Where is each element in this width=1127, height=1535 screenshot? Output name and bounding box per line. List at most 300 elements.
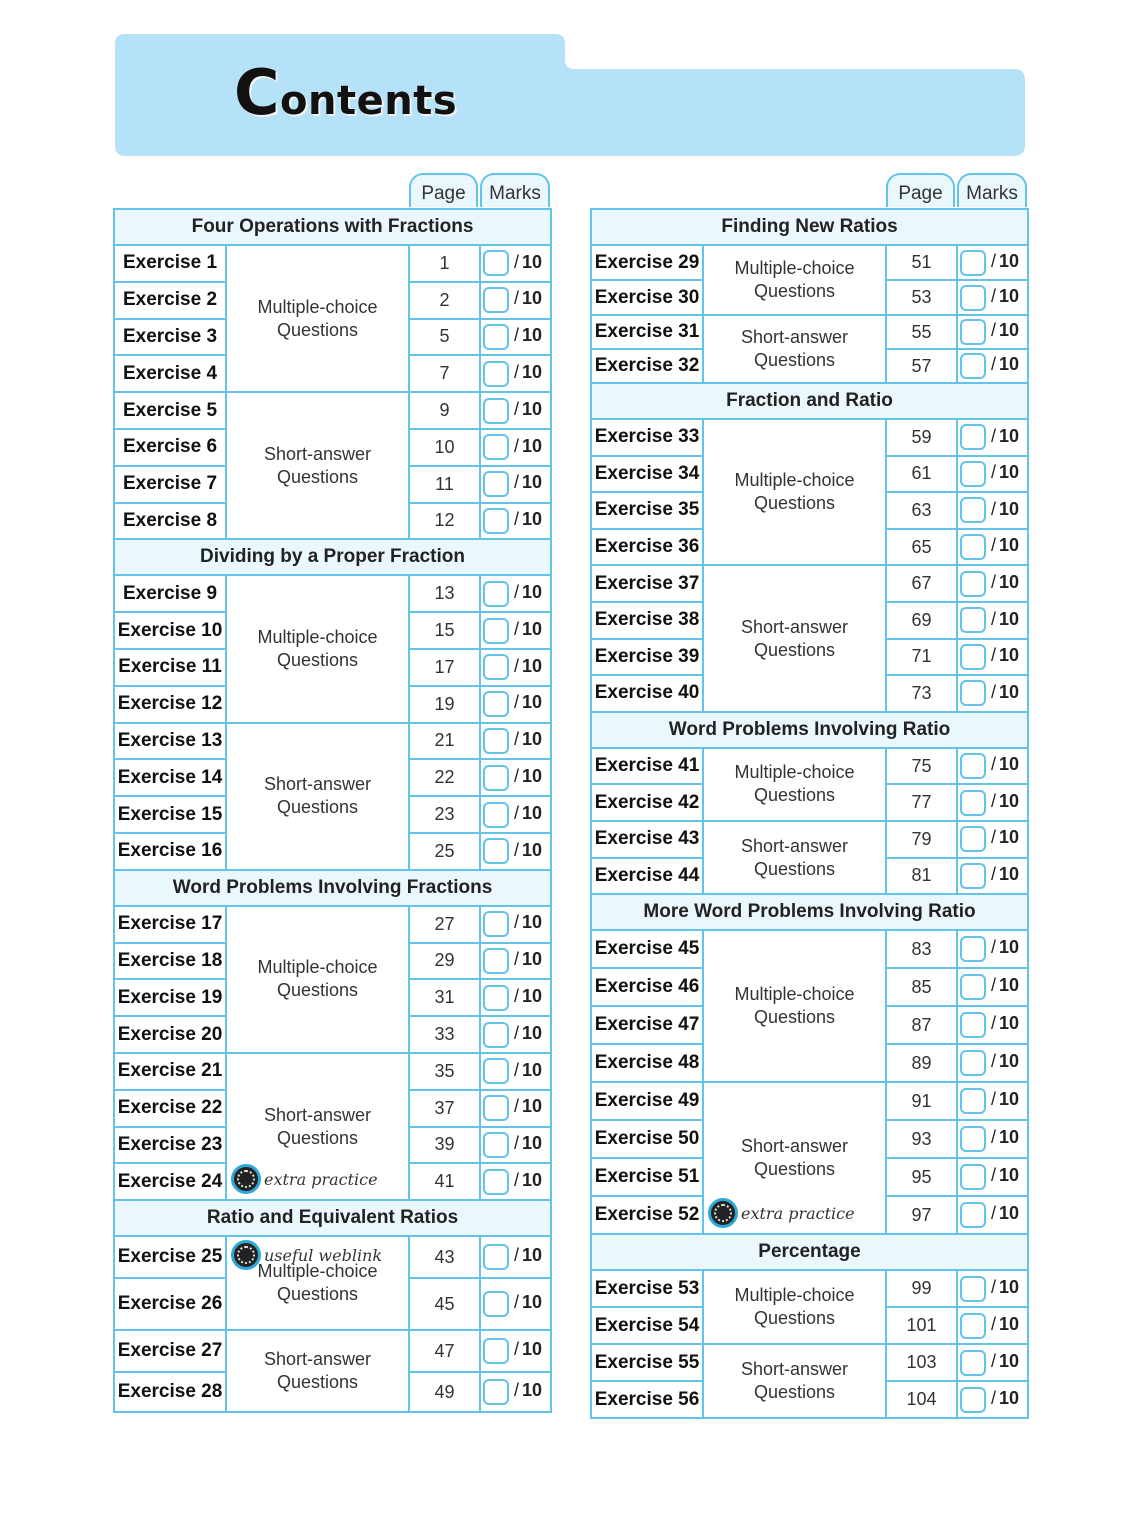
page-number: 21: [409, 723, 480, 760]
exercise-label[interactable]: Exercise 27: [114, 1330, 226, 1372]
marks-cell: [480, 943, 551, 980]
page-number: 41: [409, 1163, 480, 1200]
exercise-label[interactable]: Exercise 47: [591, 1006, 703, 1044]
page-number: 49: [409, 1372, 480, 1412]
section-title: Word Problems Involving Ratio: [591, 712, 1028, 748]
marks-input-box[interactable]: [483, 1132, 509, 1158]
exercise-label[interactable]: Exercise 28: [114, 1372, 226, 1412]
title-rest: ontents: [280, 78, 458, 124]
marks-cell: [957, 858, 1028, 895]
exercise-label[interactable]: Exercise 7: [114, 466, 226, 503]
marks-slash: /: [991, 645, 997, 666]
marks-total: 10: [999, 462, 1020, 483]
marks-slash: /: [514, 1245, 520, 1266]
marks-total: 10: [522, 839, 543, 860]
marks-cell: [957, 1270, 1028, 1307]
marks-cell: [480, 979, 551, 1016]
marks-cell: [957, 1307, 1028, 1344]
note-label: extra practice: [264, 1169, 378, 1189]
marks-cell: [480, 355, 551, 392]
marks-total: 10: [999, 571, 1020, 592]
marks-input-box[interactable]: [483, 1379, 509, 1405]
exercise-label[interactable]: Exercise 4: [114, 355, 226, 392]
page-title: [234, 56, 458, 129]
marks-input-box[interactable]: [483, 654, 509, 680]
page-number: 35: [409, 1053, 480, 1090]
exercise-label[interactable]: Exercise 24: [114, 1163, 226, 1200]
marks-cell: [480, 503, 551, 540]
marks-input-box[interactable]: [483, 471, 509, 497]
marks-cell: [480, 906, 551, 943]
exercise-row: [591, 1082, 1028, 1120]
marks-input-box[interactable]: [483, 398, 509, 424]
marks-slash: /: [991, 864, 997, 885]
marks-input-box[interactable]: [483, 1291, 509, 1317]
exercise-label[interactable]: Exercise 16: [114, 833, 226, 870]
exercise-label[interactable]: Exercise 45: [591, 930, 703, 968]
marks-cell: [480, 1127, 551, 1164]
marks-cell: [480, 1372, 551, 1412]
exercise-row: [114, 1053, 551, 1090]
question-type: [703, 1270, 886, 1344]
exercise-label[interactable]: Exercise 37: [591, 565, 703, 602]
marks-cell: [957, 419, 1028, 456]
marks-slash: /: [991, 1165, 997, 1186]
marks-cell: [480, 1016, 551, 1053]
question-type: [703, 565, 886, 711]
marks-input-box[interactable]: [960, 1387, 986, 1413]
marks-slash: /: [991, 1051, 997, 1072]
marks-input-box[interactable]: [960, 1012, 986, 1038]
exercise-label[interactable]: Exercise 12: [114, 686, 226, 723]
question-type: [226, 723, 409, 870]
marks-input-box[interactable]: [960, 863, 986, 889]
page-number: 19: [409, 686, 480, 723]
marks-input-box[interactable]: [483, 1169, 509, 1195]
marks-total: 10: [999, 354, 1020, 375]
qr-code-icon[interactable]: [231, 1240, 261, 1270]
exercise-row: [591, 245, 1028, 280]
marks-input-box[interactable]: [483, 911, 509, 937]
marks-slash: /: [514, 435, 520, 456]
exercise-label[interactable]: Exercise 22: [114, 1090, 226, 1127]
page-number: 5: [409, 319, 480, 356]
exercise-row: [591, 748, 1028, 785]
marks-cell: [480, 612, 551, 649]
banner-shape: [0, 0, 1127, 170]
marks-input-box[interactable]: [960, 353, 986, 379]
section-header-row: [114, 870, 551, 906]
page-number: 71: [886, 639, 957, 676]
exercise-label[interactable]: Exercise 5: [114, 392, 226, 429]
marks-slash: /: [991, 681, 997, 702]
exercise-label[interactable]: Exercise 46: [591, 968, 703, 1006]
marks-total: 10: [522, 1380, 543, 1401]
exercise-label[interactable]: Exercise 13: [114, 723, 226, 760]
marks-slash: /: [514, 1133, 520, 1154]
marks-input-box[interactable]: [483, 765, 509, 791]
page-number: 47: [409, 1330, 480, 1372]
marks-input-box[interactable]: [483, 838, 509, 864]
page-number: 87: [886, 1006, 957, 1044]
marks-input-box[interactable]: [960, 753, 986, 779]
marks-cell: [480, 1163, 551, 1200]
marks-cell: [480, 1278, 551, 1330]
marks-total: 10: [522, 398, 543, 419]
marks-input-box[interactable]: [483, 985, 509, 1011]
marks-total: 10: [999, 790, 1020, 811]
exercise-label[interactable]: Exercise 35: [591, 492, 703, 529]
marks-header-tab: Marks: [480, 173, 550, 207]
marks-total: 10: [999, 250, 1020, 271]
marks-slash: /: [991, 498, 997, 519]
marks-slash: /: [514, 949, 520, 970]
exercise-label[interactable]: Exercise 11: [114, 649, 226, 686]
page-number: 33: [409, 1016, 480, 1053]
marks-input-box[interactable]: [960, 571, 986, 597]
exercise-label[interactable]: Exercise 6: [114, 429, 226, 466]
marks-input-box[interactable]: [960, 250, 986, 276]
page-number: 89: [886, 1044, 957, 1082]
marks-input-box[interactable]: [960, 1276, 986, 1302]
marks-input-box[interactable]: [483, 287, 509, 313]
marks-input-box[interactable]: [483, 1058, 509, 1084]
page-number: 81: [886, 858, 957, 895]
marks-cell: [957, 748, 1028, 785]
marks-slash: /: [991, 425, 997, 446]
exercise-label[interactable]: Exercise 44: [591, 858, 703, 895]
marks-slash: /: [514, 912, 520, 933]
page-number: 1: [409, 245, 480, 282]
marks-input-box[interactable]: [960, 285, 986, 311]
marks-total: 10: [522, 288, 543, 309]
marks-slash: /: [514, 1022, 520, 1043]
marks-total: 10: [522, 325, 543, 346]
page-number: 29: [409, 943, 480, 980]
section-header-row: [591, 383, 1028, 419]
marks-input-box[interactable]: [483, 324, 509, 350]
marks-total: 10: [999, 754, 1020, 775]
marks-slash: /: [991, 754, 997, 775]
marks-slash: /: [514, 509, 520, 530]
marks-cell: [480, 796, 551, 833]
section-title: Percentage: [591, 1234, 1028, 1270]
question-type-label: Multiple-choice Questions: [734, 258, 855, 301]
exercise-label[interactable]: Exercise 8: [114, 503, 226, 540]
exercise-row: [591, 1344, 1028, 1381]
exercise-label[interactable]: Exercise 39: [591, 639, 703, 676]
exercise-row: [114, 245, 551, 282]
marks-cell: [957, 315, 1028, 349]
marks-input-box[interactable]: [960, 826, 986, 852]
marks-input-box[interactable]: [960, 1350, 986, 1376]
page-number: 104: [886, 1381, 957, 1418]
section-header-row: [591, 712, 1028, 748]
marks-slash: /: [514, 655, 520, 676]
page-number: 57: [886, 349, 957, 383]
exercise-row: [114, 723, 551, 760]
exercise-label[interactable]: Exercise 33: [591, 419, 703, 456]
page-number: 45: [409, 1278, 480, 1330]
question-type-label: Short-answer Questions: [740, 616, 849, 660]
marks-cell: [957, 1196, 1028, 1234]
marks-cell: [480, 429, 551, 466]
page-number: 22: [409, 759, 480, 796]
page-number: 73: [886, 675, 957, 712]
page-number: 77: [886, 784, 957, 821]
exercise-label[interactable]: Exercise 30: [591, 280, 703, 315]
marks-total: 10: [999, 608, 1020, 629]
marks-total: 10: [999, 681, 1020, 702]
exercise-label[interactable]: Exercise 40: [591, 675, 703, 712]
marks-cell: [957, 821, 1028, 858]
exercise-label[interactable]: Exercise 36: [591, 529, 703, 566]
marks-total: 10: [522, 1169, 543, 1190]
marks-total: 10: [999, 1013, 1020, 1034]
marks-input-box[interactable]: [960, 497, 986, 523]
marks-input-box[interactable]: [483, 618, 509, 644]
exercise-label[interactable]: Exercise 49: [591, 1082, 703, 1120]
section-title: Four Operations with Fractions: [114, 209, 551, 245]
exercise-label[interactable]: Exercise 17: [114, 906, 226, 943]
exercise-label[interactable]: Exercise 34: [591, 456, 703, 493]
marks-total: 10: [999, 1089, 1020, 1110]
marks-cell: [957, 245, 1028, 280]
page-number: 37: [409, 1090, 480, 1127]
exercise-label[interactable]: Exercise 51: [591, 1158, 703, 1196]
marks-cell: [480, 723, 551, 760]
question-type-label: Multiple-choice Questions: [257, 626, 378, 670]
marks-input-box[interactable]: [960, 461, 986, 487]
exercise-row: [591, 565, 1028, 602]
marks-input-box[interactable]: [483, 948, 509, 974]
marks-input-box[interactable]: [483, 1244, 509, 1270]
question-type: [703, 315, 886, 383]
marks-cell: [957, 1344, 1028, 1381]
marks-cell: [480, 1090, 551, 1127]
marks-total: 10: [999, 1165, 1020, 1186]
marks-input-box[interactable]: [483, 250, 509, 276]
exercise-label[interactable]: Exercise 21: [114, 1053, 226, 1090]
exercise-label[interactable]: Exercise 1: [114, 245, 226, 282]
exercise-label[interactable]: Exercise 42: [591, 784, 703, 821]
page-number: 75: [886, 748, 957, 785]
marks-slash: /: [514, 288, 520, 309]
marks-input-box[interactable]: [483, 1338, 509, 1364]
page-number: 25: [409, 833, 480, 870]
marks-input-box[interactable]: [960, 1164, 986, 1190]
marks-total: 10: [522, 1059, 543, 1080]
marks-slash: /: [514, 472, 520, 493]
extra-practice-note[interactable]: [231, 1161, 378, 1197]
marks-input-box[interactable]: [960, 1050, 986, 1076]
marks-input-box[interactable]: [960, 534, 986, 560]
exercise-label[interactable]: Exercise 3: [114, 319, 226, 356]
marks-slash: /: [991, 1203, 997, 1224]
marks-slash: /: [514, 692, 520, 713]
marks-total: 10: [522, 655, 543, 676]
exercise-label[interactable]: Exercise 31: [591, 315, 703, 349]
exercise-row: [591, 315, 1028, 349]
marks-total: 10: [999, 1387, 1020, 1408]
page-number: 65: [886, 529, 957, 566]
marks-total: 10: [522, 729, 543, 750]
marks-slash: /: [991, 975, 997, 996]
page-number: 7: [409, 355, 480, 392]
exercise-label[interactable]: Exercise 50: [591, 1120, 703, 1158]
marks-total: 10: [522, 802, 543, 823]
marks-total: 10: [522, 912, 543, 933]
title-initial: C: [234, 56, 281, 129]
marks-input-box[interactable]: [960, 790, 986, 816]
page-number: 95: [886, 1158, 957, 1196]
exercise-label[interactable]: Exercise 41: [591, 748, 703, 785]
section-title: Dividing by a Proper Fraction: [114, 539, 551, 575]
marks-input-box[interactable]: [483, 581, 509, 607]
question-type-label: Short-answer Questions: [740, 835, 849, 879]
exercise-label[interactable]: Exercise 26: [114, 1278, 226, 1330]
section-header-row: [114, 539, 551, 575]
exercise-label[interactable]: Exercise 19: [114, 979, 226, 1016]
page-number: 99: [886, 1270, 957, 1307]
question-type-label: Multiple-choice Questions: [734, 984, 855, 1028]
marks-slash: /: [514, 582, 520, 602]
exercise-row: [114, 575, 551, 612]
marks-cell: [957, 456, 1028, 493]
question-type-label: Multiple-choice Questions: [257, 296, 378, 340]
note-label: useful weblink: [264, 1245, 383, 1265]
question-type: [226, 1053, 409, 1200]
marks-slash: /: [991, 285, 997, 306]
page-number: 85: [886, 968, 957, 1006]
marks-slash: /: [514, 1292, 520, 1313]
exercise-label[interactable]: Exercise 9: [114, 575, 226, 612]
section-header-row: [591, 894, 1028, 930]
marks-slash: /: [991, 354, 997, 375]
exercise-label[interactable]: Exercise 20: [114, 1016, 226, 1053]
page-number: 83: [886, 930, 957, 968]
page-number: 17: [409, 649, 480, 686]
qr-code-icon[interactable]: [231, 1164, 261, 1194]
exercise-label[interactable]: Exercise 23: [114, 1127, 226, 1164]
exercise-row: [114, 392, 551, 429]
marks-slash: /: [514, 618, 520, 639]
marks-cell: [957, 280, 1028, 315]
marks-cell: [957, 565, 1028, 602]
exercise-label[interactable]: Exercise 54: [591, 1307, 703, 1344]
marks-slash: /: [991, 1013, 997, 1034]
marks-cell: [480, 392, 551, 429]
exercise-label[interactable]: Exercise 2: [114, 282, 226, 319]
extra-practice-note[interactable]: [708, 1195, 855, 1231]
marks-input-box[interactable]: [483, 361, 509, 387]
marks-cell: [957, 675, 1028, 712]
exercise-label[interactable]: Exercise 53: [591, 1270, 703, 1307]
exercise-label[interactable]: Exercise 43: [591, 821, 703, 858]
exercise-label[interactable]: Exercise 55: [591, 1344, 703, 1381]
question-type: [703, 1082, 886, 1234]
marks-input-box[interactable]: [483, 802, 509, 828]
marks-input-box[interactable]: [960, 1088, 986, 1114]
exercise-label[interactable]: Exercise 10: [114, 612, 226, 649]
marks-slash: /: [991, 1276, 997, 1297]
marks-slash: /: [991, 1127, 997, 1148]
marks-input-box[interactable]: [960, 974, 986, 1000]
marks-input-box[interactable]: [960, 1313, 986, 1339]
marks-total: 10: [522, 1133, 543, 1154]
exercise-label[interactable]: Exercise 48: [591, 1044, 703, 1082]
page-number: 27: [409, 906, 480, 943]
exercise-label[interactable]: Exercise 29: [591, 245, 703, 280]
marks-input-box[interactable]: [960, 1202, 986, 1228]
exercise-label[interactable]: Exercise 32: [591, 349, 703, 383]
exercise-label[interactable]: Exercise 18: [114, 943, 226, 980]
page-number: 23: [409, 796, 480, 833]
marks-input-box[interactable]: [960, 1126, 986, 1152]
marks-input-box[interactable]: [960, 319, 986, 345]
question-type-label: Short-answer Questions: [263, 443, 372, 487]
marks-cell: [957, 602, 1028, 639]
marks-input-box[interactable]: [483, 1022, 509, 1048]
marks-slash: /: [991, 462, 997, 483]
marks-input-box[interactable]: [483, 728, 509, 754]
marks-total: 10: [522, 435, 543, 456]
marks-total: 10: [522, 1096, 543, 1117]
marks-slash: /: [991, 535, 997, 556]
exercise-label[interactable]: Exercise 15: [114, 796, 226, 833]
marks-input-box[interactable]: [960, 644, 986, 670]
page-number: 69: [886, 602, 957, 639]
marks-slash: /: [991, 1089, 997, 1110]
marks-total: 10: [999, 1051, 1020, 1072]
useful-weblink-note[interactable]: [231, 1237, 382, 1273]
page-number: 93: [886, 1120, 957, 1158]
exercise-label[interactable]: Exercise 52: [591, 1196, 703, 1234]
marks-slash: /: [991, 320, 997, 341]
marks-slash: /: [514, 1096, 520, 1117]
exercise-row: [591, 419, 1028, 456]
marks-total: 10: [522, 692, 543, 713]
marks-total: 10: [522, 251, 543, 272]
contents-table-left: [113, 208, 552, 1413]
page-number: 55: [886, 315, 957, 349]
page-number: 39: [409, 1127, 480, 1164]
marks-slash: /: [991, 250, 997, 271]
marks-cell: [480, 833, 551, 870]
marks-input-box[interactable]: [960, 607, 986, 633]
exercise-label[interactable]: Exercise 56: [591, 1381, 703, 1418]
marks-total: 10: [522, 985, 543, 1006]
marks-input-box[interactable]: [960, 424, 986, 450]
qr-code-icon[interactable]: [708, 1198, 738, 1228]
marks-total: 10: [522, 949, 543, 970]
marks-total: 10: [522, 472, 543, 493]
section-header-row: [591, 1234, 1028, 1270]
marks-cell: [957, 1082, 1028, 1120]
marks-input-box[interactable]: [960, 936, 986, 962]
exercise-label[interactable]: Exercise 38: [591, 602, 703, 639]
exercise-label[interactable]: Exercise 14: [114, 759, 226, 796]
marks-input-box[interactable]: [483, 1095, 509, 1121]
marks-input-box[interactable]: [483, 691, 509, 717]
marks-cell: [480, 245, 551, 282]
marks-input-box[interactable]: [483, 434, 509, 460]
marks-slash: /: [514, 1059, 520, 1080]
marks-input-box[interactable]: [960, 680, 986, 706]
exercise-label[interactable]: Exercise 25: [114, 1236, 226, 1278]
note-label: extra practice: [741, 1203, 855, 1223]
marks-input-box[interactable]: [483, 508, 509, 534]
